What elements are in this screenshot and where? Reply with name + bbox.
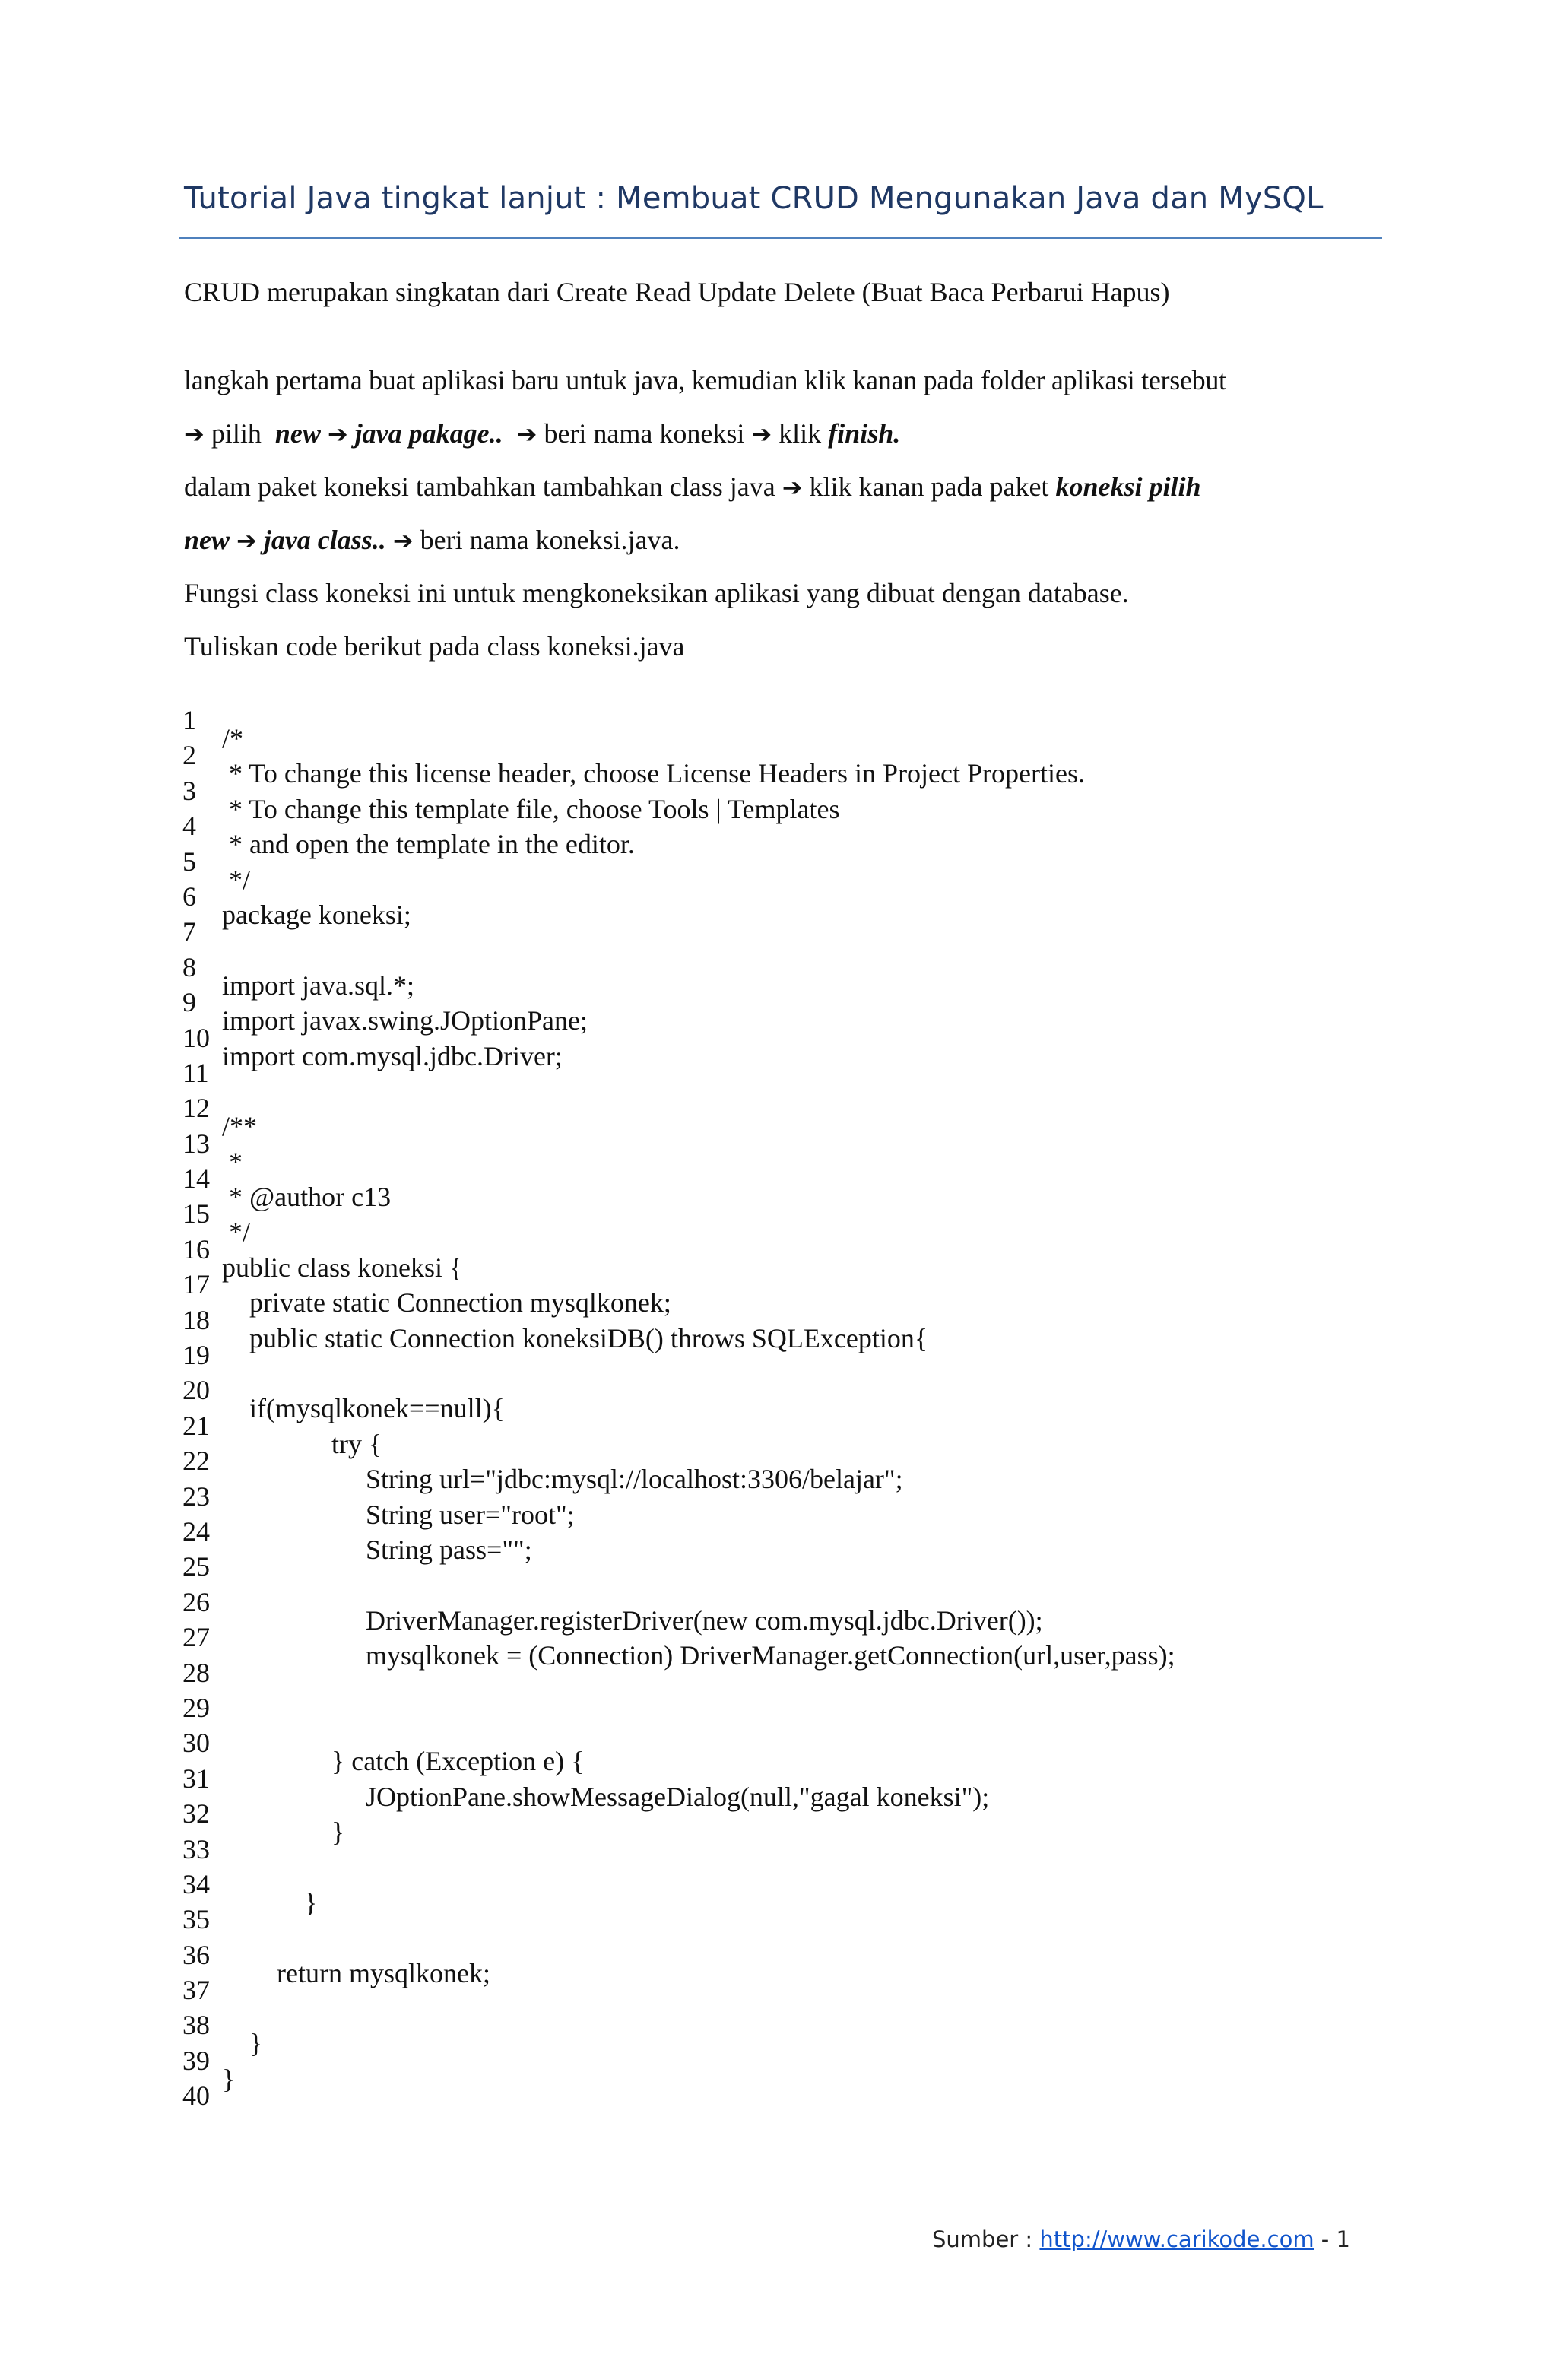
title-underline [179,237,1382,239]
step-emphasis: finish. [828,418,901,449]
line-number: 35 [182,1904,210,1935]
code-line [222,1567,1175,1602]
code-line: package koneksi; [222,899,411,930]
code-line: * [222,1146,243,1177]
code-line: JOptionPane.showMessageDialog(null,"gagal koneksi"); [222,1781,990,1812]
line-number: 17 [182,1269,210,1300]
step-line-3 [184,470,1200,504]
code-line: import java.sql.*; [222,969,414,1001]
step-emphasis: koneksi pilih [1055,471,1201,502]
line-number: 34 [182,1868,210,1899]
line-number: 39 [182,2045,210,2076]
line-number: 40 [182,2080,210,2112]
line-number: 28 [182,1657,210,1688]
intro-paragraph: CRUD merupakan singkatan dari Create Read Update Delete (Buat Baca Perbarui Hapus) [184,277,1170,307]
line-number: 22 [182,1445,210,1477]
code-line: DriverManager.registerDriver(new com.mysql.jdbc.Driver()); [222,1604,1043,1636]
code-line: return mysqlkonek; [222,1957,490,1988]
line-number: 38 [182,2010,210,2041]
code-line [222,932,1175,967]
line-number: 3 [182,775,196,806]
code-line: * and open the template in the editor. [222,829,635,860]
line-number: 12 [182,1093,210,1124]
line-number: 10 [182,1022,210,1053]
code-line: */ [222,864,251,895]
code-line: /* [222,723,244,754]
code-line [222,1074,1175,1109]
step-emphasis: new [274,418,321,449]
page-footer [932,2226,1350,2252]
line-number: 13 [182,1128,210,1159]
line-number: 2 [182,740,196,771]
code-line: private static Connection mysqlkonek; [222,1287,671,1319]
line-number: 11 [182,1057,209,1088]
page-number: - 1 [1314,2226,1350,2252]
arrow-icon: ➔ [236,526,257,555]
document-title: Tutorial Java tingkat lanjut : Membuat CRUD Mengunakan Java dan MySQL [184,181,1324,216]
footer-label: Sumber : [932,2226,1040,2252]
arrow-icon: ➔ [327,420,348,449]
code-column [222,721,1175,2096]
code-line [222,1991,1175,2026]
code-line: } [222,2028,263,2059]
line-number: 36 [182,1939,210,1970]
line-number: 30 [182,1728,210,1759]
source-link[interactable]: http://www.carikode.com [1039,2226,1314,2252]
line-number: 31 [182,1763,210,1794]
line-number: 33 [182,1833,210,1864]
step-text: beri nama koneksi.java. [420,525,680,555]
arrow-icon: ➔ [516,420,537,449]
arrow-icon: ➔ [392,526,414,555]
code-line: public class koneksi { [222,1252,463,1283]
step-line-5: Fungsi class koneksi ini untuk mengkoneksikan aplikasi yang dibuat dengan database. [184,578,1129,608]
line-number: 18 [182,1304,210,1335]
arrow-icon: ➔ [184,420,205,449]
line-number: 6 [182,881,196,912]
code-line: } catch (Exception e) { [222,1746,585,1777]
step-text: klik [778,418,822,449]
code-line: import com.mysql.jdbc.Driver; [222,1040,563,1071]
line-number: 23 [182,1480,210,1512]
line-number-column [182,703,228,2114]
step-emphasis: new [184,525,230,555]
line-number: 29 [182,1692,210,1723]
code-line: /** [222,1111,258,1142]
line-number: 16 [182,1233,210,1265]
line-number: 32 [182,1798,210,1829]
line-number: 25 [182,1551,210,1582]
code-line: String user="root"; [222,1499,575,1530]
step-line-1: langkah pertama buat aplikasi baru untuk java, kemudian klik kanan pada folder aplikasi tersebut [184,365,1226,395]
line-number: 20 [182,1375,210,1406]
code-line: try { [222,1428,382,1459]
code-line: public static Connection koneksiDB() throws SQLException{ [222,1322,928,1353]
line-number: 8 [182,951,196,982]
line-number: 15 [182,1198,210,1230]
line-number: 7 [182,916,196,947]
code-line [222,1920,1175,1955]
code-line: * @author c13 [222,1182,392,1213]
step-emphasis: java pakage.. [354,418,503,449]
code-line [222,1850,1175,1885]
code-line: } [222,2063,236,2094]
line-number: 21 [182,1410,210,1441]
step-text: beri nama koneksi [544,418,745,449]
line-number: 14 [182,1163,210,1195]
code-line: } [222,1887,318,1918]
step-line-2 [184,417,900,451]
step-line-4 [184,523,680,557]
code-line: String pass=""; [222,1534,532,1565]
code-line: import javax.swing.JOptionPane; [222,1005,588,1036]
code-line: if(mysqlkonek==null){ [222,1393,505,1424]
step-text: dalam paket koneksi tambahkan tambahkan class java [184,471,775,502]
code-line: String url="jdbc:mysql://localhost:3306/belajar"; [222,1464,903,1495]
code-line [222,1674,1175,1709]
code-line: mysqlkonek = (Connection) DriverManager.getConnection(url,user,pass); [222,1640,1175,1671]
line-number: 27 [182,1622,210,1653]
line-number: 26 [182,1586,210,1617]
step-line-6: Tuliskan code berikut pada class koneksi.java [184,631,685,662]
line-number: 19 [182,1340,210,1371]
step-text: pilih [211,418,262,449]
step-emphasis: java class.. [263,525,386,555]
line-number: 37 [182,1975,210,2006]
line-number: 24 [182,1515,210,1547]
code-line [222,1709,1175,1744]
arrow-icon: ➔ [751,420,772,449]
line-number: 1 [182,705,196,735]
code-line: */ [222,1217,251,1248]
code-line [222,1356,1175,1391]
code-line: } [222,1817,345,1848]
step-text: klik kanan pada paket [809,471,1049,502]
code-line: * To change this template file, choose Tools | Templates [222,793,840,824]
line-number: 9 [182,987,196,1018]
arrow-icon: ➔ [782,473,803,502]
line-number: 4 [182,811,196,842]
line-number: 5 [182,846,196,877]
code-line: * To change this license header, choose License Headers in Project Properties. [222,758,1085,789]
